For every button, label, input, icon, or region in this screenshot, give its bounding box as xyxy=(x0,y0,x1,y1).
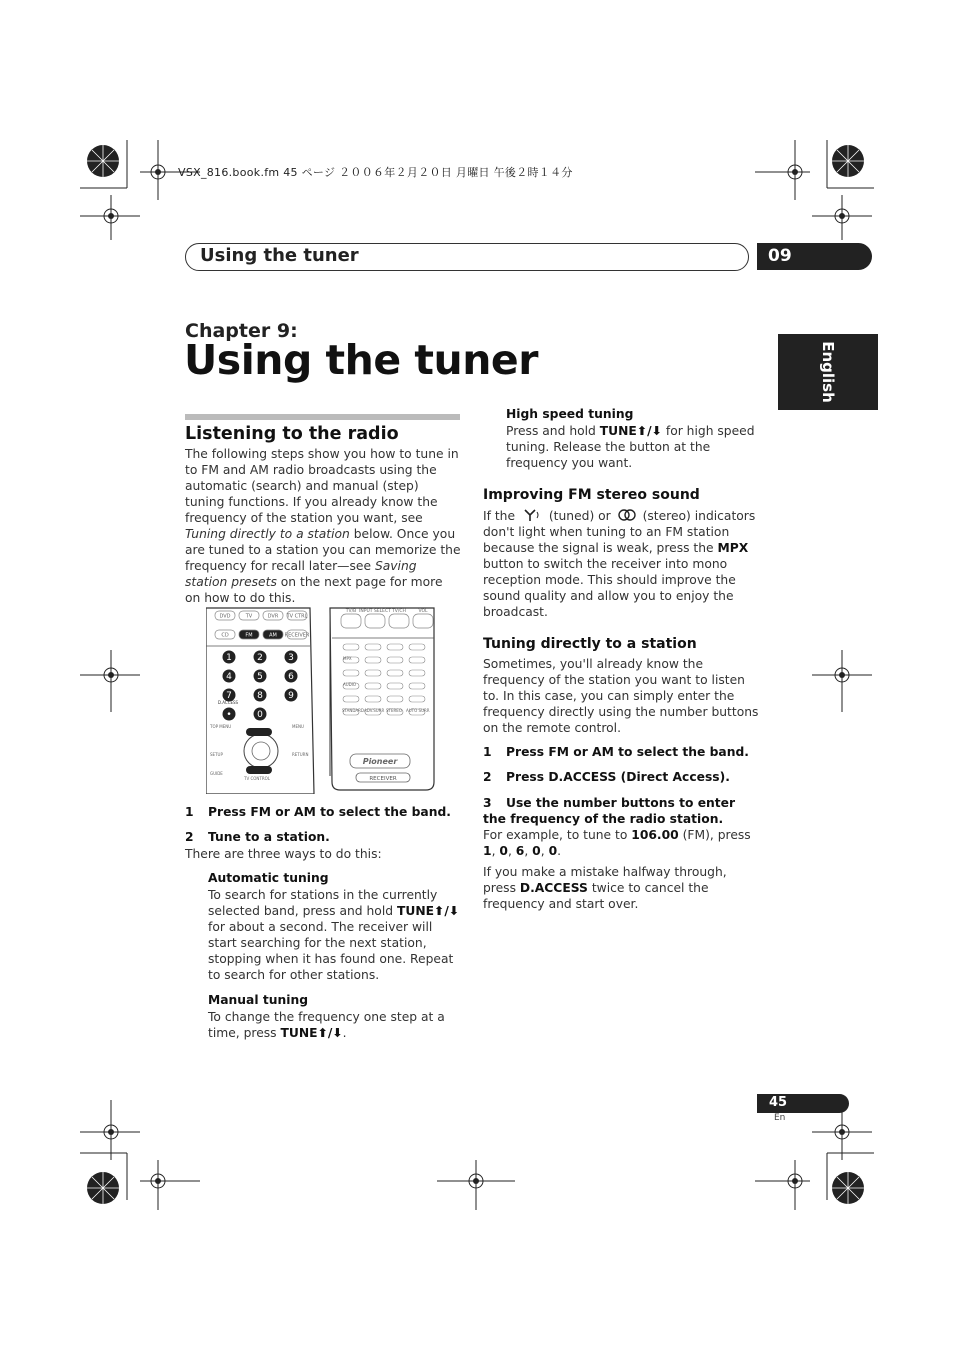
improving-heading: Improving FM stereo sound xyxy=(483,487,700,503)
remote-label: GUIDE xyxy=(210,771,223,776)
direct-text: Sometimes, you'll already know the frequency of the station you want to listen to. In this case, you can simply enter the frequency directly using the number buttons on the remote control. xyxy=(483,657,759,735)
remote-band-label: FM xyxy=(245,632,253,639)
remote-function-label: AUDIO xyxy=(343,682,357,687)
remote-source-label: DVR xyxy=(267,613,279,620)
remote-top-label: INPUT SELECT xyxy=(359,609,391,614)
left-step-1: 1 Press FM or AM to select the band. xyxy=(185,805,451,819)
auto-tuning-text: To search for stations in the currently selected band, press and hold TUNE⬆/⬇ for about a second. The receiver will start searching for the next station, stopping when it has found one. Repeat to search for other stations. xyxy=(208,888,460,982)
section-rule xyxy=(185,414,460,420)
remote-function-button xyxy=(409,696,425,702)
auto-tuning-heading: Automatic tuning xyxy=(208,871,329,885)
intro-text: below. Once you are tuned to a station you can memorize the frequency for recall later—see xyxy=(185,527,461,573)
example-text: For example, to tune to 106.00 (FM), press 1, 0, 6, 0, 0. xyxy=(483,828,751,858)
remote-function-button xyxy=(409,670,425,676)
print-header: VSX_816.book.fm 45 ページ ２００６年２月２０日 月曜日 午後２時１４分 xyxy=(178,166,573,179)
remote-band-label: CD xyxy=(221,632,229,639)
left-step-2: 2 Tune to a station. xyxy=(185,830,330,844)
language-tab xyxy=(778,334,878,410)
up-down-arrow-icon: ⬆/⬇ xyxy=(636,424,662,438)
remote-top-label: VOL xyxy=(418,609,428,614)
intro-text: The following steps show you how to tune in to FM and AM radio broadcasts using the automatic (search) and manual (step) tuning functions. If you already know the frequency of the station you want, see xyxy=(185,447,459,525)
remote-digit-label: 0 xyxy=(257,710,263,721)
remote-label: TOP MENU xyxy=(210,724,232,729)
page-number: 45 xyxy=(769,1095,788,1110)
stereo-indicator-icon xyxy=(618,509,636,521)
up-down-arrow-icon: ⬆/⬇ xyxy=(434,904,460,918)
remote-function-label: STEREO xyxy=(386,708,402,713)
tuned-indicator-icon xyxy=(522,509,542,521)
remote-function-label: ADV.SURR xyxy=(364,708,385,713)
page-language: En xyxy=(774,1113,786,1123)
right-step-2: 2 Press D.ACCESS (Direct Access). xyxy=(483,770,730,784)
remote-model: RECEIVER xyxy=(369,776,397,782)
remote-function-label: STANDARD xyxy=(342,708,365,713)
remote-function-label: AUTO SURR xyxy=(406,708,430,713)
left-step-2-body: There are three ways to do this: xyxy=(185,847,382,861)
remote-digit-label: • xyxy=(226,710,232,721)
manual-tuning-text: To change the frequency one step at a time, press TUNE⬆/⬇. xyxy=(208,1010,445,1040)
remote-function-button xyxy=(343,696,359,702)
remote-function-button xyxy=(387,696,403,702)
remote-top-button xyxy=(341,614,361,628)
remote-source-label: DVD xyxy=(219,613,231,620)
remote-digit-label: 3 xyxy=(288,653,294,664)
tune-key: TUNE xyxy=(396,904,435,918)
remote-function-button xyxy=(387,683,403,689)
remote-top-button xyxy=(389,614,409,628)
intro-link-presets: Saving station presets xyxy=(185,559,417,589)
remote-source-label: TV xyxy=(245,613,253,620)
remote-top-label: TV/CH xyxy=(392,609,406,614)
remote-function-button xyxy=(387,644,403,650)
high-speed-heading: High speed tuning xyxy=(506,407,634,421)
remote-function-button xyxy=(343,670,359,676)
manual-tuning-heading: Manual tuning xyxy=(208,993,308,1007)
remote-function-button xyxy=(365,670,381,676)
remote-source-label: TV CTRL xyxy=(286,613,308,620)
chapter-number: 09 xyxy=(768,246,792,266)
remote-digit-label: 7 xyxy=(226,691,232,702)
high-speed-text: Press and hold TUNE⬆/⬇ for high speed tuning. Release the button at the frequency you want. xyxy=(506,424,755,470)
right-step-1: 1 Press FM or AM to select the band. xyxy=(483,745,749,759)
remote-function-button xyxy=(409,683,425,689)
mistake-text: If you make a mistake halfway through, press D.ACCESS twice to cancel the frequency and start over. xyxy=(483,865,727,911)
remote-digit-label: 8 xyxy=(257,691,263,702)
remote-band-label: RECEIVER xyxy=(284,632,310,639)
remote-function-button xyxy=(409,657,425,663)
remote-digit-label: 6 xyxy=(288,672,294,683)
remote-label: SETUP xyxy=(210,752,223,757)
d-access-label: D.ACCESS xyxy=(217,700,239,705)
remote-top-button xyxy=(413,614,433,628)
intro-text: on the next page for more on how to do this. xyxy=(185,575,443,605)
remote-label: TV CONTROL xyxy=(244,776,270,781)
remote-digit-label: 4 xyxy=(226,672,232,683)
tune-key: TUNE xyxy=(599,424,637,438)
remote-function-button xyxy=(387,670,403,676)
remote-control-illustration xyxy=(206,606,436,794)
chapter-number-chip xyxy=(757,243,872,270)
remote-label: MENU xyxy=(292,724,304,729)
remote-digit-label: 9 xyxy=(288,691,294,702)
remote-band-label: AM xyxy=(269,632,277,639)
remote-digit-label: 2 xyxy=(257,653,263,664)
right-step-3: 3 Use the number buttons to enter the frequency of the radio station. xyxy=(483,796,736,826)
language-label: English xyxy=(819,341,837,403)
section-heading: Listening to the radio xyxy=(185,424,399,444)
tune-key: TUNE xyxy=(280,1026,318,1040)
intro-paragraph xyxy=(185,446,461,606)
remote-function-button xyxy=(365,657,381,663)
remote-digit-label: 5 xyxy=(257,672,263,683)
d-access-key: D.ACCESS xyxy=(519,881,588,895)
remote-label: RETURN xyxy=(292,752,309,757)
remote-brand: Pioneer xyxy=(362,757,398,766)
improving-text: If the (tuned) or (stereo) indicators don't light when tuning to an FM station because the signal is weak, press the MPX button to switch the receiver into mono reception mode. This should improve the sound quality and allow you to enjoy the broadcast. xyxy=(483,509,756,619)
remote-function-button xyxy=(365,683,381,689)
mpx-key: MPX xyxy=(717,541,749,555)
remote-top-button xyxy=(365,614,385,628)
remote-function-button xyxy=(387,657,403,663)
chapter-title: Using the tuner xyxy=(184,336,538,384)
remote-function-button xyxy=(343,644,359,650)
remote-function-label: MPX xyxy=(343,656,352,661)
remote-digit-label: 1 xyxy=(226,653,232,664)
header-title: Using the tuner xyxy=(200,245,359,266)
remote-function-button xyxy=(365,644,381,650)
remote-top-label: TV/B xyxy=(345,609,357,614)
direct-heading: Tuning directly to a station xyxy=(483,636,697,652)
up-down-arrow-icon: ⬆/⬇ xyxy=(317,1026,343,1040)
chapter-label: Chapter 9: xyxy=(185,320,298,342)
remote-function-button xyxy=(365,696,381,702)
remote-function-button xyxy=(409,644,425,650)
intro-link-direct: Tuning directly to a station xyxy=(185,527,350,541)
